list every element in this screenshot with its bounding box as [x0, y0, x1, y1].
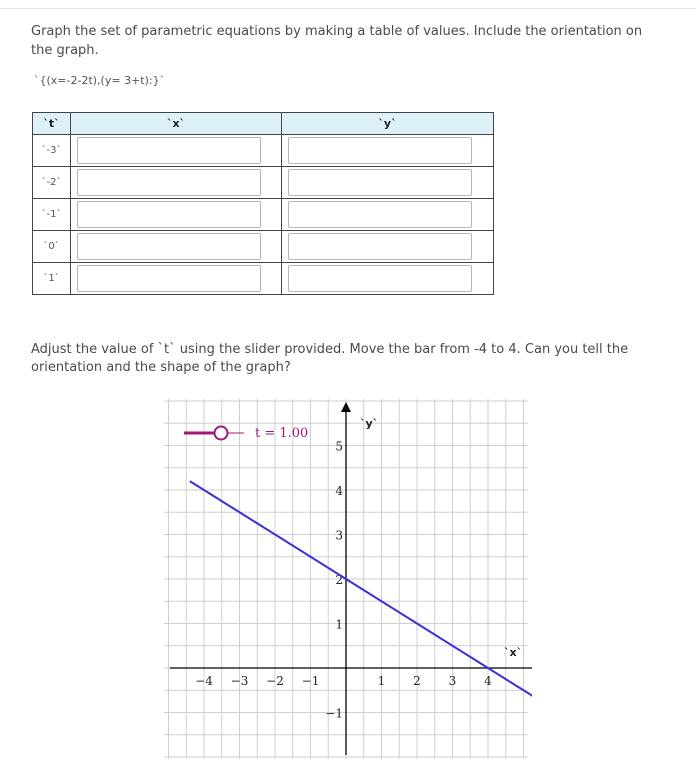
y-answer-input[interactable]	[288, 201, 472, 228]
y-tick-label: −1	[325, 706, 343, 721]
parametric-graph[interactable]	[160, 395, 532, 763]
table-header-row	[33, 113, 494, 135]
top-divider	[0, 8, 696, 9]
values-table	[32, 112, 494, 295]
y-tick-label: 2	[335, 573, 343, 587]
x-answer-input[interactable]	[77, 169, 261, 196]
y-answer-input[interactable]	[288, 265, 472, 292]
y-tick-label: 4	[335, 484, 343, 498]
y-answer-input[interactable]	[288, 169, 472, 196]
slider-instruction: Adjust the value of `t` using the slider provided. Move the bar from -4 to 4. Can you tell the orientation and the shape of the graph?	[31, 342, 629, 375]
x-axis-label: `x`	[503, 646, 523, 659]
x-tick-label: −1	[301, 674, 320, 688]
table-row	[33, 263, 494, 295]
x-answer-input[interactable]	[77, 137, 261, 164]
t-value: `1`	[33, 263, 71, 295]
x-tick-label: −4	[195, 674, 213, 688]
x-answer-input[interactable]	[77, 265, 261, 292]
t-value: `-1`	[33, 199, 71, 231]
x-tick-label: 1	[377, 674, 386, 688]
y-tick-label: 5	[335, 439, 343, 454]
x-answer-input[interactable]	[77, 233, 261, 260]
header-x: `x`	[71, 113, 282, 135]
parametric-equation: `{(x=-2-2t),(y= 3+t):}`	[34, 74, 166, 87]
y-tick-label: 1	[335, 617, 343, 632]
table-row	[33, 167, 494, 199]
x-tick-label: 3	[448, 674, 457, 688]
y-tick-label: 3	[335, 528, 343, 543]
header-y: `y`	[282, 113, 494, 135]
slider-value-label: t = 1.00	[255, 426, 309, 441]
table-row	[33, 199, 494, 231]
y-answer-input[interactable]	[288, 233, 472, 260]
question-prompt: Graph the set of parametric equations by making a table of values. Include the orientation on the graph.	[31, 24, 643, 58]
x-tick-label: 4	[484, 674, 492, 688]
x-answer-input[interactable]	[77, 201, 261, 228]
y-axis-label: `y`	[360, 417, 379, 430]
y-answer-input[interactable]	[288, 137, 472, 164]
table-row	[33, 231, 494, 263]
x-tick-label: −2	[266, 674, 284, 688]
table-row	[33, 135, 494, 167]
t-value: `-3`	[33, 135, 71, 167]
x-tick-label: 2	[413, 674, 421, 688]
x-tick-label: −3	[230, 674, 249, 688]
t-value: `0`	[33, 231, 71, 263]
slider-handle[interactable]	[215, 427, 228, 440]
header-t: `t`	[33, 113, 71, 135]
t-value: `-2`	[33, 167, 71, 199]
